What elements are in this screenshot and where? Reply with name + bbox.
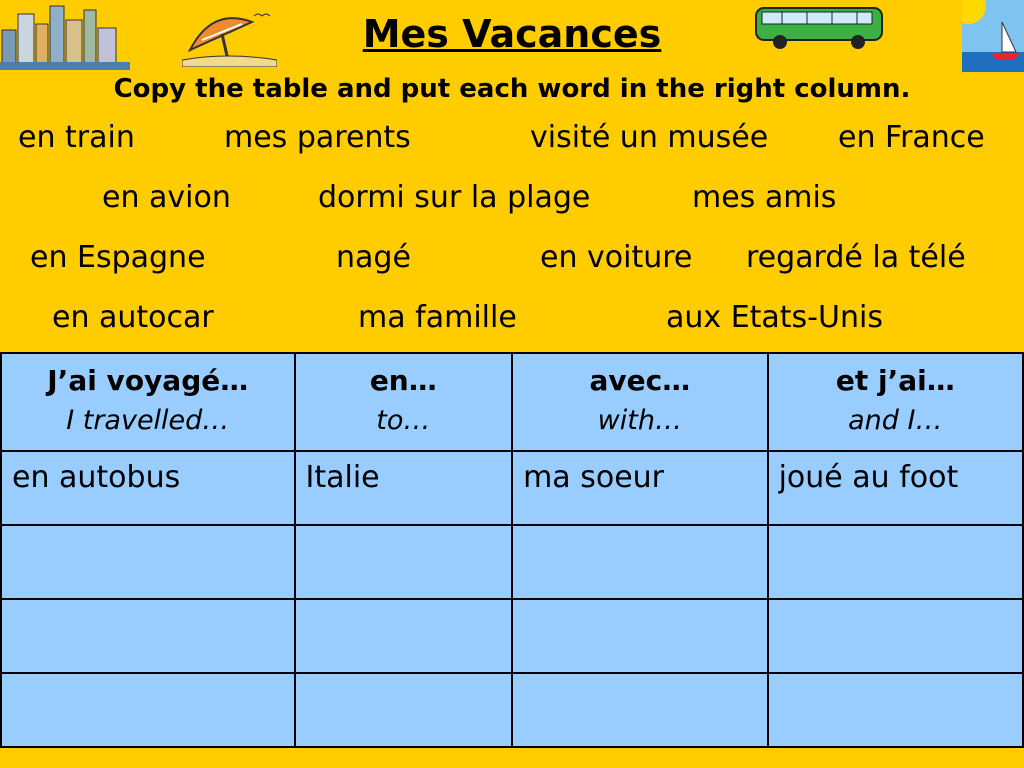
word-bank-item: en France <box>838 120 985 155</box>
table-cell <box>768 525 1023 599</box>
table-cell <box>295 525 513 599</box>
word-bank-item: en avion <box>102 180 231 215</box>
table-cell: en autobus <box>1 451 295 525</box>
word-bank-item: nagé <box>336 240 411 275</box>
header-label: en… <box>369 364 437 397</box>
word-bank-item: ma famille <box>358 300 517 335</box>
table-cell: Italie <box>295 451 513 525</box>
table-row <box>1 525 1023 599</box>
table-cell: joué au foot <box>768 451 1023 525</box>
header-label: et j’ai… <box>835 364 955 397</box>
table-row <box>1 451 1023 525</box>
word-bank-item: dormi sur la plage <box>318 180 591 215</box>
word-bank-item: en train <box>18 120 135 155</box>
column-header <box>1 353 295 451</box>
table-row <box>1 599 1023 673</box>
column-header <box>512 353 767 451</box>
table-cell <box>512 673 767 747</box>
table-row <box>1 673 1023 747</box>
header-label: J’ai voyagé… <box>47 364 249 397</box>
page-title: Mes Vacances <box>362 12 662 56</box>
header-translation: with… <box>597 405 682 436</box>
word-bank-item: en Espagne <box>30 240 206 275</box>
header-translation: and I… <box>848 405 943 436</box>
table-cell <box>512 599 767 673</box>
header-label: avec… <box>589 364 691 397</box>
word-bank-item: mes amis <box>692 180 837 215</box>
table-cell <box>1 525 295 599</box>
table-cell <box>295 599 513 673</box>
word-bank-item: mes parents <box>224 120 411 155</box>
table-cell <box>1 673 295 747</box>
word-bank-item: en voiture <box>540 240 693 275</box>
table-cell <box>512 525 767 599</box>
vocabulary-table <box>0 352 1024 748</box>
table-cell <box>768 673 1023 747</box>
header-translation: to… <box>376 405 431 436</box>
word-bank-item: aux Etats-Unis <box>666 300 883 335</box>
column-header <box>768 353 1023 451</box>
header-translation: I travelled… <box>66 405 230 436</box>
table-cell <box>295 673 513 747</box>
word-bank-item: regardé la télé <box>746 240 966 275</box>
word-bank-item: visité un musée <box>530 120 769 155</box>
table-header-row <box>1 353 1023 451</box>
instruction-text: Copy the table and put each word in the right column. <box>113 74 911 104</box>
word-bank-item: en autocar <box>52 300 214 335</box>
table-cell <box>1 599 295 673</box>
table-cell <box>768 599 1023 673</box>
column-header <box>295 353 513 451</box>
table-cell: ma soeur <box>512 451 767 525</box>
